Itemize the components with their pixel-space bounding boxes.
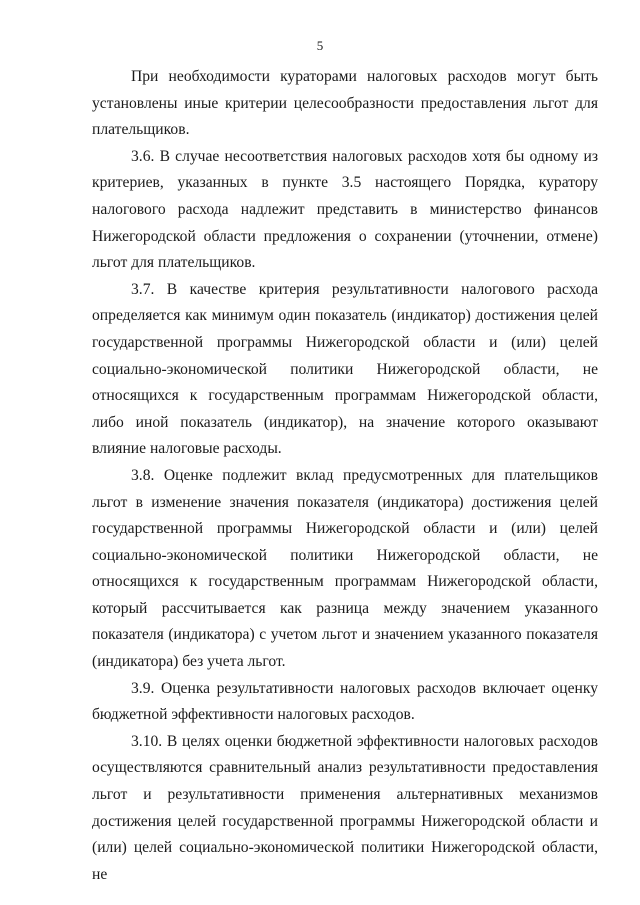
paragraph-3-7: 3.7. В качестве критерия результативности налогового расхода определяется как минимум один показатель (индикатор) достижения целей государственной программы Нижегородской области и (или) целей социально-экономической политики Нижегородской области, не относящихся к государственным программам Нижегородской области, либо иной показатель (индикатор), на значение которого оказывают влияние налоговые расходы.: [92, 280, 598, 458]
paragraph-3-10: 3.10. В целях оценки бюджетной эффективности налоговых расходов осуществляются сравнительный анализ результативности предоставления льгот и результативности применения альтернативных механизмов достижения целей государственной программы Нижегородской области и (или) целей социально-экономической политики Нижегородской области, не: [92, 732, 598, 883]
paragraph-criteria-continuation: При необходимости кураторами налоговых расходов могут быть установлены иные критерии целесообразности предоставления льгот для плательщиков.: [92, 68, 598, 139]
page-number: 5: [316, 38, 324, 53]
paragraph-3-6: 3.6. В случае несоответствия налоговых расходов хотя бы одному из критериев, указанных в пункте 3.5 настоящего Порядка, куратору налогового расхода надлежит представить в министерство финансов Нижегородской области предложения о сохранении (уточнении, отмене) льгот для плательщиков.: [92, 147, 598, 272]
paragraph-3-9: 3.9. Оценка результативности налоговых расходов включает оценку бюджетной эффективности налоговых расходов.: [92, 679, 598, 724]
paragraph-3-8: 3.8. Оценке подлежит вклад предусмотренных для плательщиков льгот в изменение значения показателя (индикатора) достижения целей государственной программы Нижегородской области и (или) целей социально-экономической политики Нижегородской области, не относящихся к государственным программам Нижегородской области, который рассчитывается как разница между значением указанного показателя (индикатора) с учетом льгот и значением указанного показателя (индикатора) без учета льгот.: [92, 466, 598, 671]
document-body: [92, 64, 598, 888]
